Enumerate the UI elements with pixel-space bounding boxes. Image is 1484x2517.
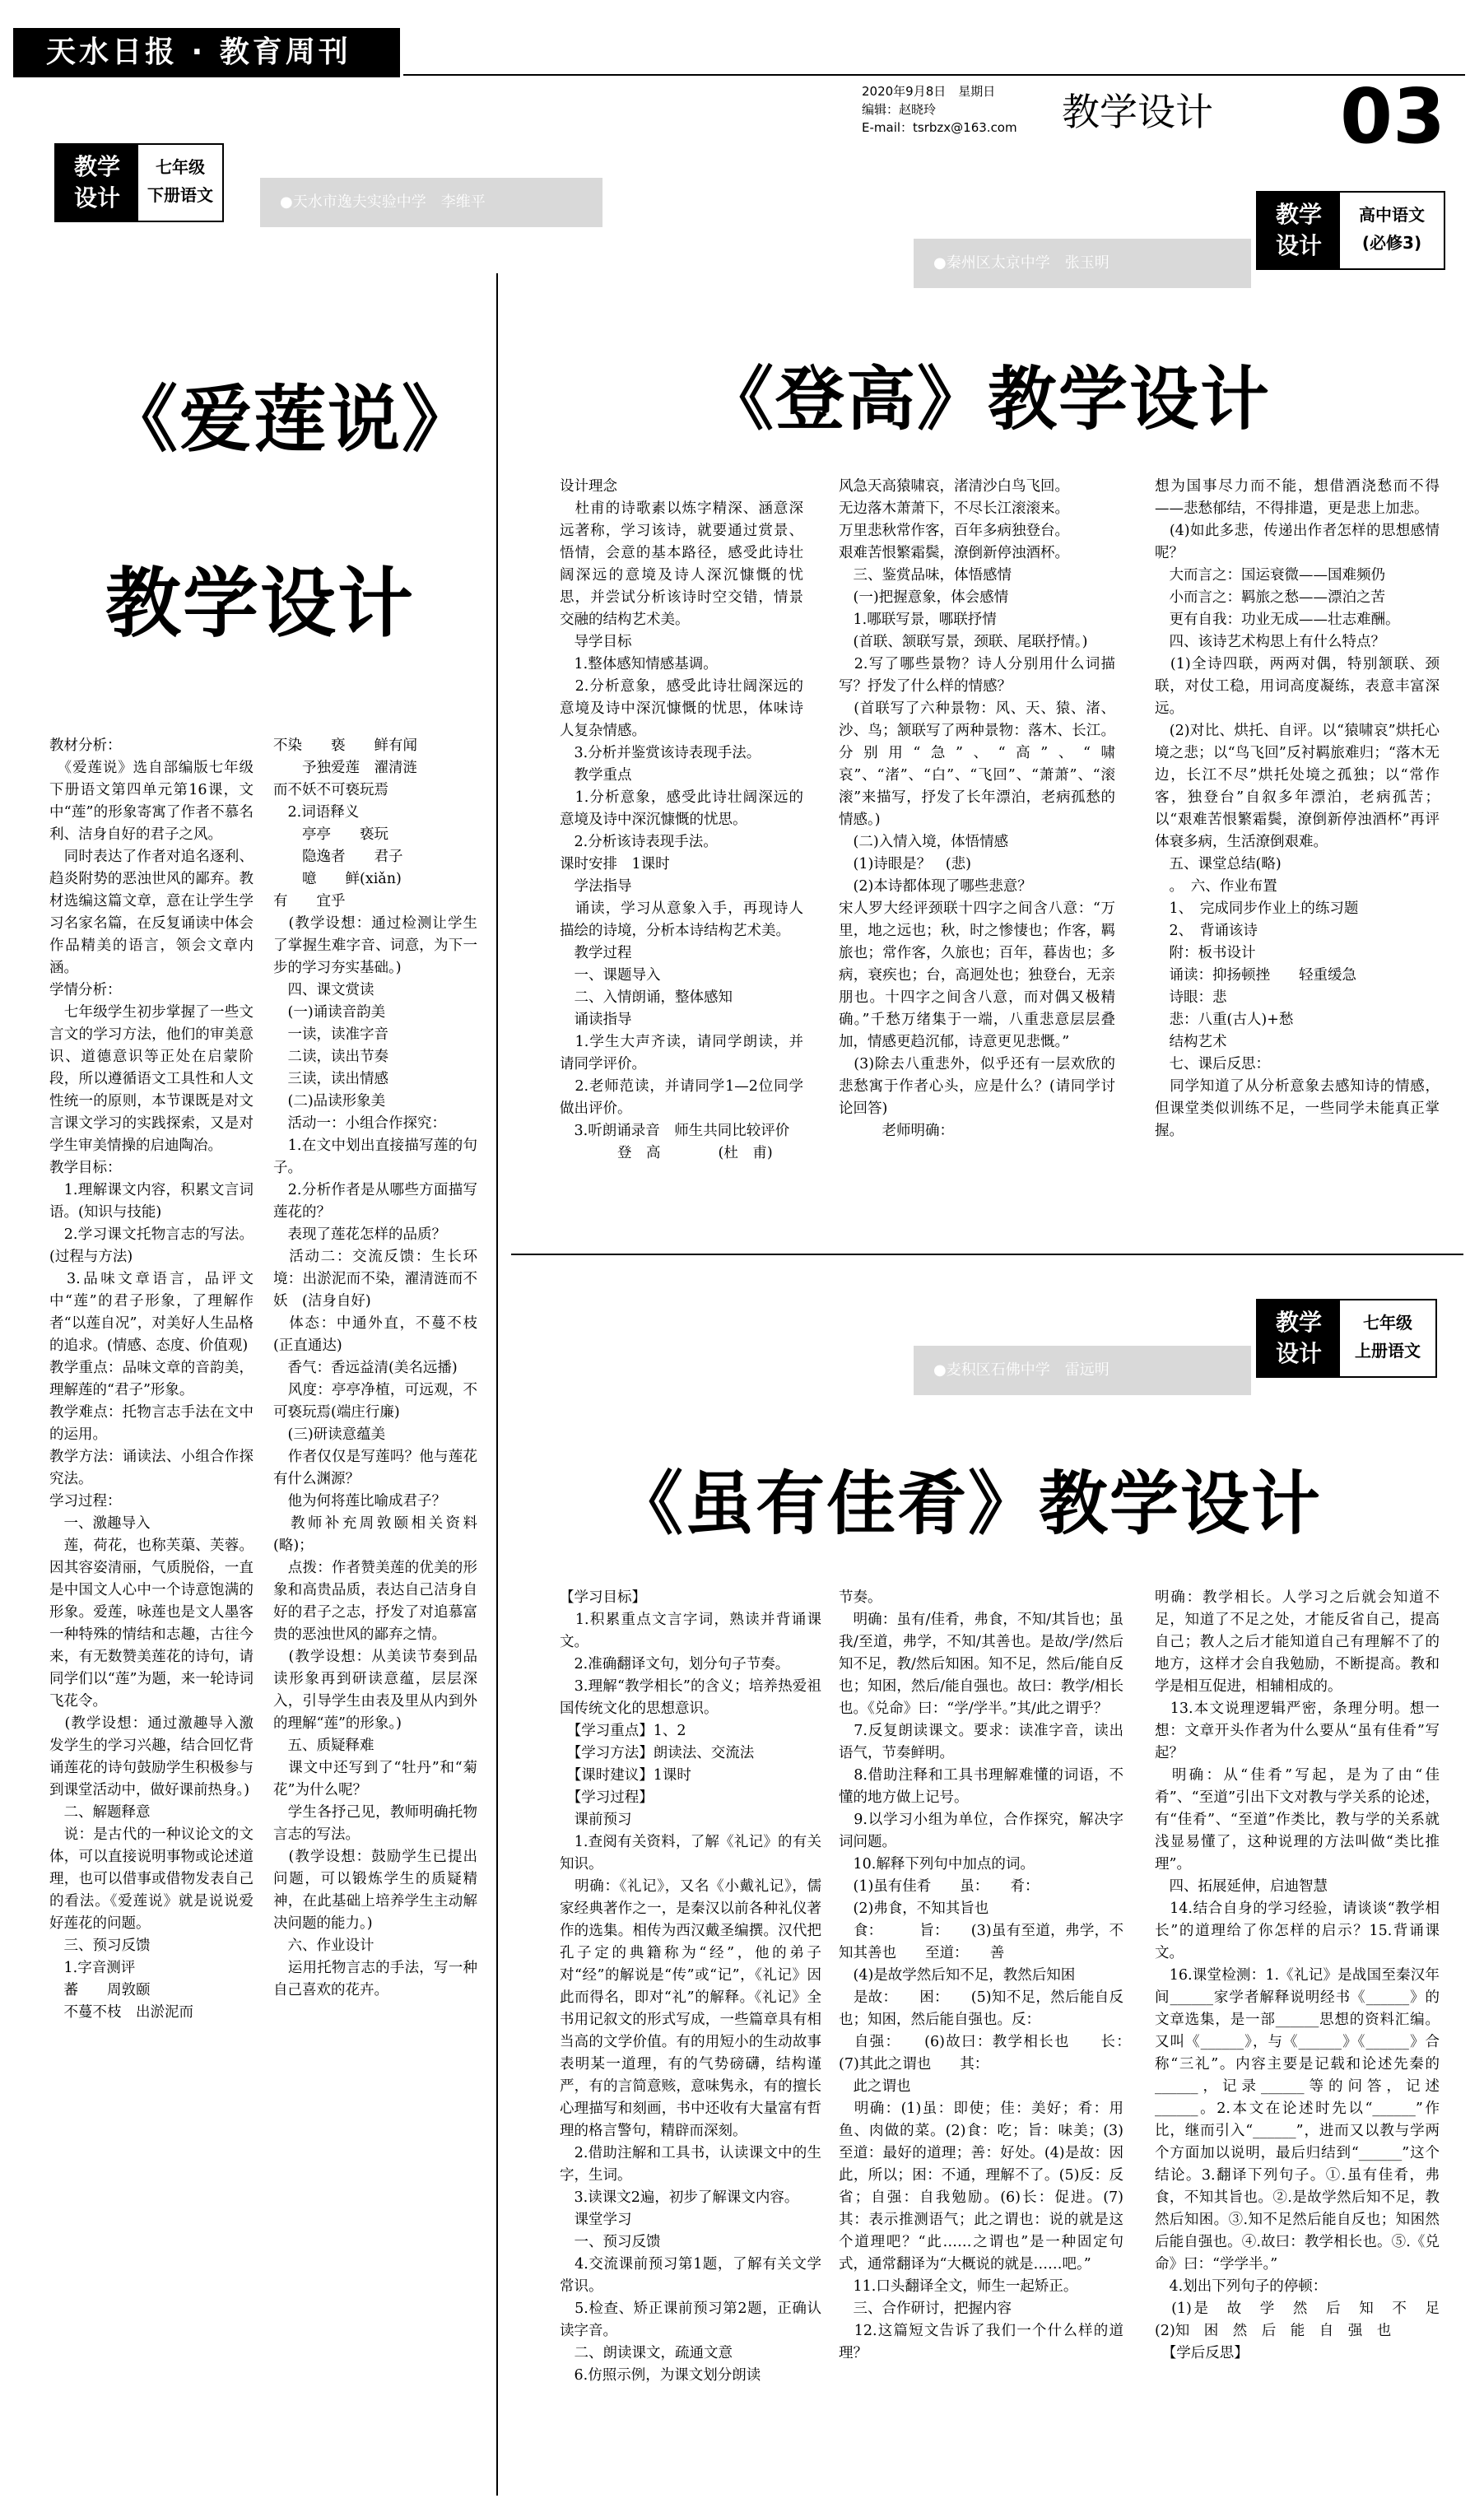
right-top-byline: ●秦州区太京中学 张玉明 (914, 239, 1251, 288)
editor-name: 编辑：赵晓玲 (862, 102, 937, 117)
badge-course (1340, 193, 1444, 268)
badge-course (1340, 1300, 1435, 1376)
editor-email: E-mail：tsrbzx@163.com (862, 120, 1017, 135)
badge-book: 上册语文 (1355, 1341, 1421, 1361)
right-top-article-badge (1256, 191, 1445, 270)
section-title: 教学设计 (1062, 90, 1213, 134)
right-top-column-1: 设计理念 杜甫的诗歌素以炼字精深、涵意深远著称，学习该诗，就要通过赏景、悟情，会意的基本路径，感受此诗壮阔深远的意境及诗人深沉慷慨的忧思，并尝试分析该诗时空交错，情景交融的结构艺术美。 导学目标 1.整体感知情感基调。 2.分析意象，感受此诗壮阔深远的意境及诗中深沉慷慨的忧思，体味诗人复杂情感。 3.分析并鉴赏该诗表现手法。 教学重点 1.分析意象，感受此诗壮阔深远的意境及诗中深沉慷慨的忧思。 2.分析该诗表现手法。 课时安排 1课时 学法指导 诵读，学习从意象入手，再现诗人描绘的诗境，分析本诗结构艺术美。 教学过程 一、课题导入 二、入情朗诵，整体感知 诵读指导 1.学生大声齐读，请同学朗读，并请同学评价。 2.老师范读，并请同学1—2位同学做出评价。 3.听朗诵录音 师生共同比较评价 登 高 (杜 甫) (560, 478, 803, 1161)
column-divider (496, 273, 498, 2496)
left-article-badge (54, 143, 224, 222)
right-bottom-column-2: 节奏。 明确：虽有/佳肴，弗食，不知/其旨也；虽我/至道，弗学，不知/其善也。是故/学/然后知不足，教/然后知困。知不足，然后/能自反也；知困，然后/能自强也。故曰：教学/相长也。《兑命》曰：“学/学半。”其/此之谓乎？ 7.反复朗读课文。要求：读准字音，读出语气，节奏鲜明。 8.借助注释和工具书理解难懂的词语，不懂的地方做上记号。 9.以学习小组为单位，合作探究，解决字词问题。 10.解释下列句中加点的词。 (1)虽有佳肴 虽： 肴： (2)弗食，不知其旨也 食： 旨： (3)虽有至道，弗学，不知其善也 至道： 善 (4)是故学然后知不足，教然后知困 是故： 困： (5)知不足，然后能自反也；知困，然后能自强也。反： 自强： (6)故曰：教学相长也 长： (7)其此之谓也 其： 此之谓也 明确：(1)虽：即使；佳：美好；肴：用鱼、肉做的菜。(2)食：吃；旨：味美；(3)至道：最好的道理；善：好处。(4)是故：因此，所以；困：不通，理解不了。(5)反：反省；自强：自我勉励。(6)长：促进。(7)其：表示推测语气；此之谓也：说的就是这个道理吧？“此……之谓也”是一种固定句式，通常翻译为“大概说的就是……吧。” 11.口头翻译全文，师生一起矫正。 三、合作研讨，把握内容 12.这篇短文告诉了我们一个什么样的道理？ (839, 1589, 1123, 2361)
newspaper-masthead: 天水日报 · 教育周刊 (13, 28, 400, 77)
badge-main: 教学设计 (1258, 193, 1340, 268)
left-title-line2: 教学设计 (105, 560, 416, 648)
badge-main: 教学设计 (56, 145, 138, 221)
badge-grade: 高中语文 (1359, 205, 1425, 225)
left-byline: ●天水市逸夫实验中学 李维平 (260, 178, 602, 227)
badge-grade: 七年级 (156, 157, 205, 177)
left-article-column-1: 教材分析： 《爱莲说》选自部编版七年级下册语文第四单元第16课，文中“莲”的形象寄寓了作者不慕名利、洁身自好的君子之风。 同时表达了作者对追名逐利、趋炎附势的恶浊世风的鄙弃。教材选编这篇文章，意在让学生学习名家名篇，在反复诵读中体会作品精美的语言，领会文章内涵。 学情分析： 七年级学生初步掌握了一些文言文的学习方法，他们的审美意识、道德意识等正处在启蒙阶段，所以遵循语文工具性和人文性统一的原则，本节课既是对文言课文学习的实践探索，又是对学生审美情操的启迪陶冶。 教学目标： 1.理解课文内容，积累文言词语。(知识与技能) 2.学习课文托物言志的写法。(过程与方法) 3.品味文章语言，品评文中“莲”的君子形象，了理解作者“以莲自况”，对美好人生品格的追求。(情感、态度、价值观) 教学重点：品味文章的音韵美，理解莲的“君子”形象。 教学难点：托物言志手法在文中的运用。 教学方法：诵读法、小组合作探究法。 学习过程： 一、激趣导入 莲，荷花，也称芙蕖、芙蓉。因其容姿清丽，气质脱俗，一直是中国文人心中一个诗意饱满的形象。爱莲，咏莲也是文人墨客一种特殊的情结和志趣，古往今来，有无数赞美莲花的诗句，请同学们以“莲”为题，来一轮诗词飞花令。 (教学设想：通过激趣导入激发学生的学习兴趣，结合回忆背诵莲花的诗句鼓励学生积极参与到课堂活动中，做好课前热身。) 二、解题释意 说：是古代的一种议论文的文体，可以直接说明事物或论述道理，也可以借事或借物发表自己的看法。《爱莲说》就是说说爱好莲花的问题。 三、预习反馈 1.字音测评 蕃 周敦颐 不蔓不枝 出淤泥而 (49, 737, 254, 2021)
issue-date: 2020年9月8日 星期日 (862, 84, 996, 99)
page-number: 03 (1340, 72, 1446, 161)
badge-book: 下册语文 (147, 185, 213, 205)
left-title-line1: 《爱莲说》 (105, 377, 477, 462)
right-top-column-3: 想为国事尽力而不能，想借酒浇愁而不得——悲愁郁结，不得排遣，更是悲上加悲。 (4)如此多悲，传递出作者怎样的思想感情呢？ 大而言之：国运衰微——国难频仍 小而言之：羁旅之愁——漂泊之苦 更有自我：功业无成——壮志难酬。 四、该诗艺术构思上有什么特点？ (1)全诗四联，两两对偶，特别颔联、颈联，对仗工稳，用词高度凝练，表意丰富深远。 (2)对比、烘托、自评。以“猿啸哀”烘托心境之悲；以“鸟飞回”反衬羁旅难归；“落木无边，长江不尽”烘托处境之孤独；以“常作客，独登台”自叙多年漂泊，老病孤苦；以“艰难苦恨繁霜鬓，潦倒新停浊酒杯”再评体衰多病，生活潦倒艰难。 五、课堂总结(略) 。 六、作业布置 1、 完成同步作业上的练习题 2、 背诵该诗 附：板书设计 诵读：抑扬顿挫 轻重缓急 诗眼：悲 悲：八重(古人)+愁 结构艺术 七、课后反思： 同学知道了从分析意象去感知诗的情感，但课堂类似训练不足，一些同学未能真正掌握。 (1155, 478, 1440, 1139)
badge-course (138, 145, 222, 221)
badge-book: (必修3) (1361, 233, 1422, 253)
right-top-column-2: 风急天高猿啸哀，渚清沙白鸟飞回。 无边落木萧萧下，不尽长江滚滚来。 万里悲秋常作客，百年多病独登台。 艰难苦恨繁霜鬓，潦倒新停浊酒杯。 三、鉴赏品味，体悟感情 (一)把握意象，体会感情 1.哪联写景，哪联抒情 (首联、颔联写景，颈联、尾联抒情。) 2.写了哪些景物？诗人分别用什么词描写？抒发了什么样的情感？ (首联写了六种景物：风、天、猿、渚、沙、鸟；颔联写了两种景物：落木、长江。分别用“急”、“高”、“啸哀”、“渚”、“白”、“飞回”、“萧萧”、“滚滚”来描写，抒发了长年漂泊，老病孤愁的情感。) (二)入情入境，体悟情感 (1)诗眼是？ (悲) (2)本诗都体现了哪些悲意？ 宋人罗大经评颈联十四字之间含八意：“万里，地之远也；秋，时之惨悽也；作客，羁旅也；常作客，久旅也；百年，暮齿也；多病，衰疾也；台，高迥处也；独登台，无亲朋也。十四字之间含八意，而对偶又极精确。”千愁万绪集于一端，八重悲意层层叠加，情感更趋沉郁，诗意更见悲慨。” (3)除去八重悲外，似乎还有一层欢欣的悲愁寓于作者心头，应是什么？(请同学讨论回答) 老师明确： (839, 478, 1115, 1139)
left-article-column-2: 不染 亵 鲜有闻 予独爱莲 濯清涟 而不妖不可亵玩焉 2.词语释义 亭亭 亵玩 隐逸者 君子 噫 鲜(xiǎn) 有 宜乎 (教学设想：通过检测让学生了掌握生难字音、词意，为下一步的学习夯实基础。) 四、课文赏读 (一)诵读音韵美 一读，读准字音 二读，读出节奏 三读，读出情感 (二)品读形象美 活动一：小组合作探究： 1.在文中划出直接描写莲的句子。 2.分析作者是从哪些方面描写莲花的？ 表现了莲花怎样的品质？ 活动二：交流反馈：生长环境：出淤泥而不染，濯清涟而不妖 (洁身自好) 体态：中通外直，不蔓不枝(正直通达) 香气：香远益清(美名远播) 风度：亭亭净植，可远观，不可亵玩焉(端庄行廉) (三)研读意蕴美 作者仅仅是写莲吗？他与莲花有什么渊源？ 他为何将莲比喻成君子？ 教师补充周敦颐相关资料(略)； 点拨：作者赞美莲的优美的形象和高贵品质，表达自己洁身自好的君子之志，抒发了对追慕富贵的恶浊世风的鄙弃之情。 (教学设想：从美读节奏到品读形象再到研读意蕴，层层深入，引导学生由表及里从内到外的理解“莲”的形象。) 五、质疑释难 课文中还写到了“牡丹”和“菊花”为什么呢？ 学生各抒己见，教师明确托物言志的写法。 (教学设想：鼓励学生已提出问题，可以锻炼学生的质疑精神，在此基础上培养学生主动解决问题的能力。) 六、作业设计 运用托物言志的手法，写一种自己喜欢的花卉。 (273, 737, 477, 1998)
issue-meta (862, 82, 1043, 137)
right-top-title: 《登高》教学设计 (705, 359, 1272, 440)
article-divider (511, 1254, 1463, 1255)
badge-main: 教学设计 (1258, 1300, 1340, 1376)
badge-grade: 七年级 (1363, 1313, 1412, 1333)
right-bottom-column-3: 明确：教学相长。人学习之后就会知道不足，知道了不足之处，才能反省自己，提高自己；教人之后才能知道自己有理解不了的地方，这样才会自我勉励，不断提高。教和学是相互促进，相辅相成的。 13.本文说理逻辑严密，条理分明。想一想：文章开头作者为什么要从“虽有佳肴”写起？ 明确：从“佳肴”写起，是为了由“佳肴”、“至道”引出下文对教与学关系的论述，有“佳肴”、“至道”作类比，教与学的关系就浅显易懂了，这种说理的方法叫做“类比推理”。 四、拓展延伸，启迪智慧 14.结合自身的学习经验，请谈谈“教学相长”的道理给了你怎样的启示？15.背诵课文。 16.课堂检测：1.《礼记》是战国至秦汉年间______家学者解释说明经书《______》的文章选集，是一部______思想的资料汇编。又叫《______》，与《______》《______》合称“三礼”。内容主要是记载和论述先秦的______，记录______等的问答，记述______。2.本文在论述时先以“______”作比，继而引入“______”，进而又以教与学两个方面加以说明，最后归结到“______”这个结论。3.翻译下列句子。①.虽有佳肴，弗食，不知其旨也。②.是故学然后知不足，教然后知困。③.知不足然后能自反也；知困然后能自强也。④.故曰：教学相长也。⑤.《兑命》曰：“学学半。” 4.划出下列句子的停顿： (1)是 故 学 然 后 知 不 足 (2)知 困 然 后 能 自 强 也 【学后反思】 (1155, 1589, 1440, 2361)
right-bottom-byline: ●麦积区石佛中学 雷远明 (914, 1346, 1251, 1395)
right-bottom-title: 《虽有佳肴》教学设计 (614, 1463, 1323, 1544)
right-bottom-column-1: 【学习目标】 1.积累重点文言字词，熟读并背诵课文。 2.准确翻译文句，划分句子节奏。 3.理解“教学相长”的含义；培养热爱祖国传统文化的思想意识。 【学习重点】1、2 【学习方法】朗读法、交流法 【课时建议】1课时 【学习过程】 课前预习 1.查阅有关资料，了解《礼记》的有关知识。 明确：《礼记》，又名《小戴礼记》，儒家经典著作之一，是秦汉以前各种礼仪著作的选集。相传为西汉戴圣编撰。汉代把孔子定的典籍称为“经”，他的弟子对“经”的解说是“传”或“记”，《礼记》因此而得名，即对“礼”的解释。《礼记》全书用记叙文的形式写成，一些篇章具有相当高的文学价值。有的用短小的生动故事表明某一道理，有的气势磅礴，结构谨严，有的言简意赅，意味隽永，有的擅长心理描写和刻画，书中还收有大量富有哲理的格言警句，精辟而深刻。 2.借助注解和工具书，认读课文中的生字，生词。 3.读课文2遍，初步了解课文内容。 课堂学习 一、预习反馈 4.交流课前预习第1题，了解有关文学常识。 5.检查、矫正课前预习第2题，正确认读字音。 二、朗读课文，疏通文意 6.仿照示例，为课文划分朗读 (560, 1589, 821, 2384)
right-bottom-article-badge (1256, 1299, 1437, 1378)
header-rule (403, 74, 1465, 76)
